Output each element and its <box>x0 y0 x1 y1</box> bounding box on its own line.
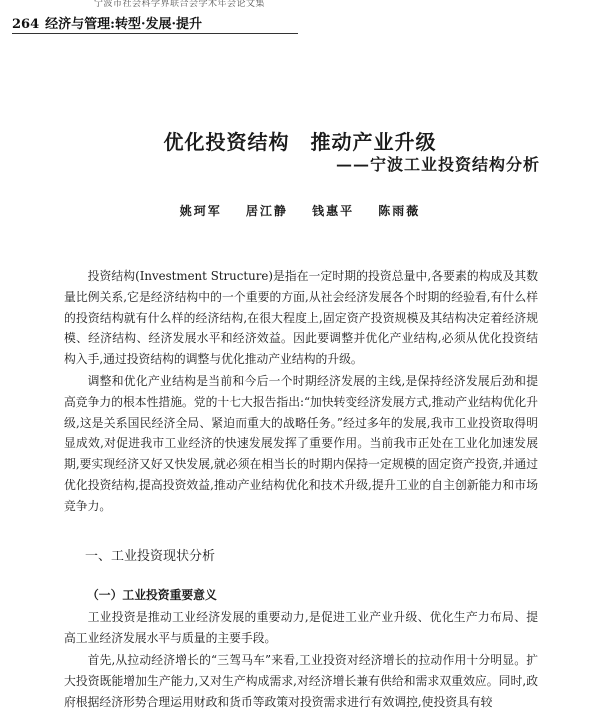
paragraph-3-text: 工业投资是推动工业经济发展的重要动力,是促进工业产业升级、优化生产力布局、提高工业经济发展水平与质量的主要手段。 <box>64 610 538 645</box>
subsection-heading: （一）工业投资重要意义 <box>87 588 217 602</box>
paragraph-2-text: 调整和优化产业结构是当前和今后一个时期经济发展的主线,是保持经济发展后劲和提高竞争力的根本性措施。党的十七大报告指出:“加快转变经济发展方式,推动产业结构优化升级,这是关系国民经济全局、紧迫而重大的战略任务。”经过多年的发展,我市工业投资取得明显成效,对促进我市工业经济的快速发展发挥了重要作用。当前我市正处在工业化加速发展期,要实现经济又好又快发展,就必须在相当长的时期内保持一定规模的固定资产投资,并通过优化投资结构,提高投资效益,推动产业结构优化和技术升级,提升工业的自主创新能力和市场竞争力。 <box>64 374 538 513</box>
page-number: 264 <box>12 17 40 32</box>
author-list: 姚珂军 居江静 钱惠平 陈雨薇 <box>179 204 421 218</box>
header-rule <box>12 33 298 34</box>
top-line: 宁波市社会科学界联合会学术年会论文集 <box>94 0 266 9</box>
article-subtitle: ——宁波工业投资结构分析 <box>335 155 540 174</box>
article-title: 优化投资结构 推动产业升级 <box>163 130 437 154</box>
running-header <box>12 13 202 32</box>
paragraph-3 <box>64 607 538 649</box>
paragraph-1-text: 投资结构(Investment Structure)是指在一定时期的投资总量中,各要素的构成及其数量比例关系,它是经济结构中的一个重要的方面,从社会经济发展各个时期的经验看,有什么样的投资结构就有什么样的经济结构,在很大程度上,固定资产投资规模及其结构决定着经济规模、经济结构、经济发展水平和经济效益。因此要调整并优化产业结构,必须从优化投资结构入手,通过投资结构的调整与优化推动产业结构的升级。 <box>64 269 538 367</box>
paragraph-1 <box>64 266 538 370</box>
paragraph-4 <box>64 650 538 712</box>
paragraph-4-text: 首先,从拉动经济增长的“三驾马车”来看,工业投资对经济增长的拉动作用十分明显。扩大投资既能增加生产能力,又对生产构成需求,对经济增长兼有供给和需求双重效应。同时,政府根据经济形势合理运用财政和货币等政策对投资需求进行有效调控,使投资具有较 <box>64 653 538 709</box>
running-head-title: 经济与管理:转型·发展·提升 <box>45 17 202 32</box>
paragraph-2 <box>64 371 538 517</box>
section-heading: 一、工业投资现状分析 <box>85 549 216 564</box>
